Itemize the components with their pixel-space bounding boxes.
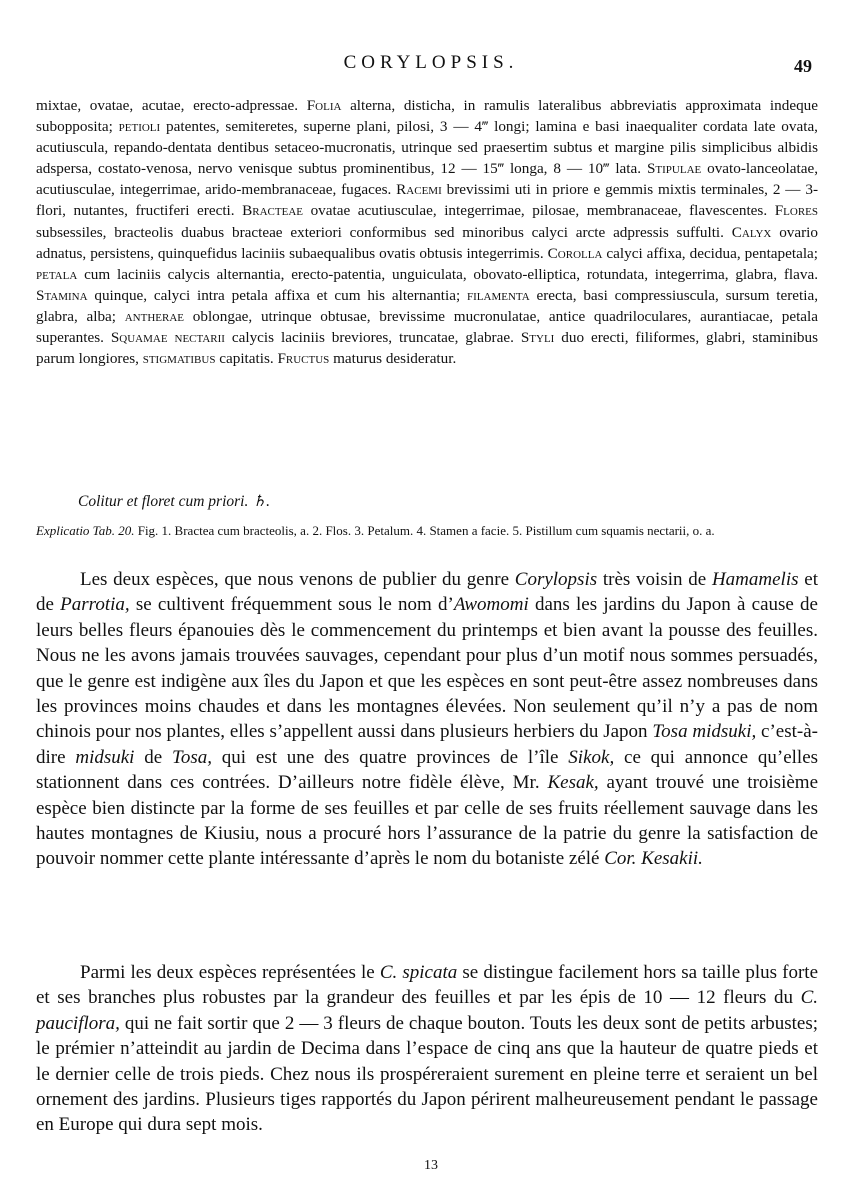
term-squamae: Squamae nectarii — [110, 329, 225, 347]
latin-description: mixtae, ovatae, acutae, erecto-adpressae. Folia alterna, disticha, in ramulis lateralibus abbreviatis approximata indeque subopposita; petioli patentes, semiteretes, superne plani, pilosi, 3 — 4‴ longi; lamina e basi inaequaliter cordata late ovata, acutiuscula, repando-dentata dentibus setaceo-mucronatis, utrinque sed praesertim subtus et margine pilis simplicibus albidis adspersa, costato-venosa, nervo venisque subtus prominentibus, 12 — 15‴ longa, 8 — 10‴ lata. Stipulae ovato-lanceolatae, acutiusculae, integerrimae, arido-membranaceae, fugaces. Racemi brevissimi uti in priore e gemmis mixtis terminales, 2 — 3-flori, nutantes, fructiferi erecti. Bracteae ovatae acutiusculae, integerrimae, pilosae, membranaceae, flavescentes. Flores subsessiles, bracteolis duabus bracteae exteriori conformibus sed minoribus calyci arcte adpressis suffulti. Calyx ovario adnatus, persistens, quinquefidus laciniis subaequalibus ovatis obtusis integerrimis. Corolla calyci affixa, decidua, pentapetala; petala cum laciniis calycis alternantia, erecto-patentia, unguiculata, obovato-elliptica, rotundata, integerrima, glabra, flava. Stamina quinque, calyci intra petala affixa et cum his alternantia; filamenta erecta, basi compressiuscula, sursum teretia, glabra, alba; antherae oblongae, utrinque obtusae, brevissime mucronulatae, antice quadriloculares, aurantiacae, petala superantes. Squamae nectarii calycis laciniis breviores, truncatae, glabrae. Styli duo erecti, filiformes, glabri, staminibus parum longiores, stigmatibus capitatis. Fructus maturus desideratur. — [36, 97, 819, 368]
plate-explanation-lead: Explicatio Tab. 20. — [36, 523, 135, 538]
term-folia: Folia — [306, 97, 342, 114]
term-stamina: Stamina — [36, 286, 88, 304]
term-antherae: antherae — [124, 307, 185, 325]
paragraph-2: Parmi les deux espèces représentées le C. spicata se distingue facilement hors sa taille plus forte et ses branches plus robustes par la grandeur des feuilles et par les épis de 10 — 12 fleurs du C. pauciflora, qui ne fait sortir que 2 — 3 fleurs de chaque bouton. Touts les deux sont de petits arbustes; le prémier n’atteindit au jardin de Decima dans l’espace de cinq ans que la hauteur de quatre pieds et le dernier celle de trois pieds. Chez nous ils prospéreraient surement en pleine terre et seraient un bel ornement des jardins. Plusieurs tiges rapportés du Japon périrent malheureusement pendant le passage en Europe qui dura sept mois. — [36, 962, 819, 1136]
cultivation-note: Colitur et floret cum priori. ♄. — [78, 493, 271, 510]
running-title: CORYLOPSIS. — [343, 52, 519, 73]
term-calyx: Calyx — [731, 223, 772, 241]
signature-mark: 13 — [424, 1158, 438, 1173]
plate-explanation: Explicatio Tab. 20. Fig. 1. Bractea cum bracteolis, a. 2. Flos. 3. Petalum. 4. Stamen a facie. 5. Pistillum cum squamis nectarii, o. a. — [36, 523, 715, 538]
term-stipulae: Stipulae — [646, 160, 702, 178]
page-header — [0, 52, 862, 82]
term-petala: petala — [36, 265, 78, 283]
paragraph-1: Les deux espèces, que nous venons de publier du genre Corylopsis très voisin de Hamamelis et de Parrotia, se cultivent fréquemment sous le nom d’Awomomi dans les jardins du Japon à cause de leurs belles fleurs épanouies dès le commencement du printemps et bien avant la pousse des feuilles. Nous ne les avons jamais trouvées sauvages, cependant pour plus d’un motif nous sommes persuadés, que le genre est indigène aux îles du Japon et que les espèces en sont peut-être assez nombreuses dans les provinces moins chaudes et dans les montagnes élevées. Non seulement qu’il n’y a pas de nom chinois pour nos plantes, elles s’appellent aussi dans plusieurs herbiers du Japon Tosa midsuki, c’est-à-dire midsuki de Tosa, qui est une des quatre provinces de l’île Sikok, ce qui annonce qu’elles stationnent dans ces contrées. D’ailleurs notre fidèle élève, Mr. Kesak, ayant trouvé une troisième espèce bien distincte par la forme de ses feuilles et par celle de ses fruits réellement sauvage dans les hautes montagnes de Kiusiu, nous a procuré hors l’assurance de la patrie du genre la satisfaction de pouvoir nommer cette plante intéressante d’après le nom du botaniste zélé Cor. Kesakii. — [36, 569, 819, 870]
term-corolla: Corolla — [547, 244, 603, 262]
term-racemi: Racemi — [396, 181, 442, 199]
term-petioli: petioli — [118, 118, 161, 136]
term-bracteae: Bracteae — [242, 202, 303, 220]
page-number: 49 — [794, 56, 812, 76]
term-fructus: Fructus — [277, 350, 330, 368]
term-filamenta: filamenta — [467, 286, 530, 304]
term-styli: Styli — [520, 329, 555, 347]
term-stigmatibus: stigmatibus — [142, 350, 216, 368]
term-flores: Flores — [774, 202, 818, 220]
